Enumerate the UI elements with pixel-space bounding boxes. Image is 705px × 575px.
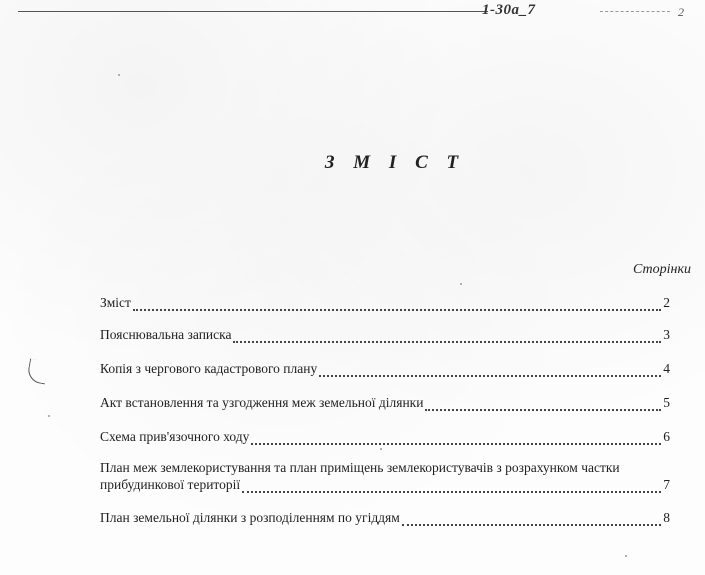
pages-column-header: Сторінки <box>632 262 691 277</box>
toc-entry-title: План земельної ділянки з розподіленням по угіддям <box>100 510 400 525</box>
header-rule-faint <box>600 11 670 12</box>
header-rule <box>18 11 488 12</box>
toc-entry-page: 8 <box>663 510 670 525</box>
scan-speck <box>460 283 462 285</box>
toc-entry-title: Акт встановлення та узгодження меж земельної ділянки <box>100 395 424 410</box>
toc-entry-title: прибудинкової території <box>100 477 241 492</box>
toc-entry <box>100 394 670 411</box>
scan-speck <box>48 415 50 417</box>
toc-leader-dots <box>233 329 661 343</box>
toc-entry-page: 6 <box>663 429 670 444</box>
toc-leader-dots <box>133 297 661 311</box>
toc-leader-dots <box>402 512 661 526</box>
toc-entry-title: Схема прив'язочного ходу <box>100 429 250 444</box>
scan-speck <box>380 448 382 450</box>
toc-leader-dots <box>425 397 661 411</box>
toc-leader-dots <box>319 363 661 377</box>
toc-entry <box>100 326 670 343</box>
toc-entry-title: Зміст <box>100 295 131 310</box>
margin-pen-mark <box>26 359 49 385</box>
toc-leader-dots <box>242 479 661 493</box>
toc-entry-title: Пояснювальна записка <box>100 327 232 342</box>
page-number: 2 <box>678 5 684 19</box>
scan-speck <box>118 74 120 76</box>
toc-entry-page: 2 <box>663 295 670 310</box>
toc-entry-title-line1: План меж землекористування та план приміщень землекористувачів з розрахунком частки <box>100 460 620 475</box>
toc-entry-page: 4 <box>663 361 670 376</box>
document-code: 1-30a_7 <box>482 2 536 18</box>
toc-entry-title: Копія з чергового кадастрового плану <box>100 361 318 376</box>
toc-entry <box>100 360 670 377</box>
page-title: З М І С Т <box>324 152 466 173</box>
scan-speck <box>625 555 627 557</box>
toc-entry-page: 3 <box>663 327 670 342</box>
toc-entry <box>100 294 670 311</box>
toc-entry <box>100 459 670 493</box>
toc-leader-dots <box>251 431 661 445</box>
toc-entry <box>100 509 670 526</box>
toc-entry <box>100 428 670 445</box>
toc-entry-page: 5 <box>663 395 670 410</box>
toc-entry-page: 7 <box>663 477 670 492</box>
